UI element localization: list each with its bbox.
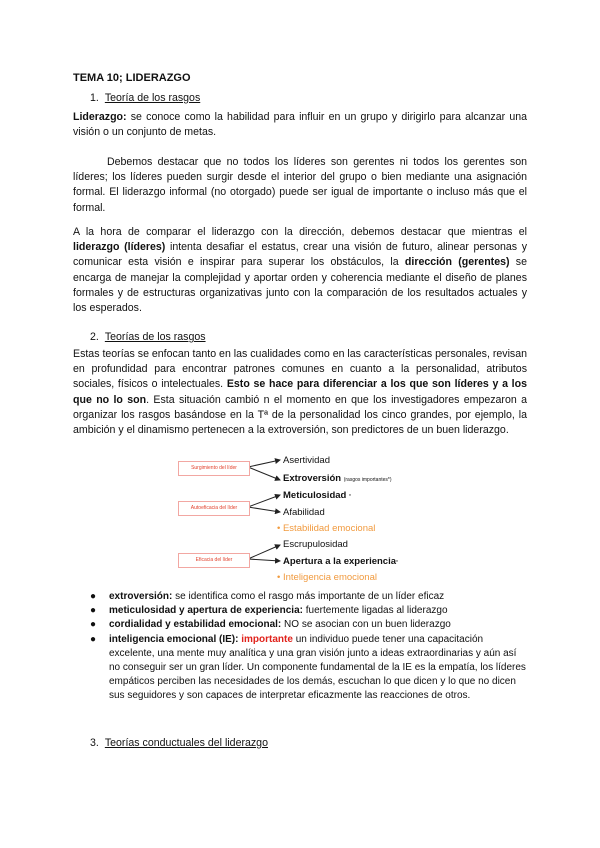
bold-run: Esto se hace para diferenciar a los que son líderes y a los que no lo son	[73, 378, 527, 406]
bullet-icon: ●	[90, 633, 97, 645]
box-emergence: Surgimiento del líder	[178, 461, 250, 476]
definition-text: se conoce como la habilidad para influir en un grupo y dirigirlo para alcanzar una visión o un conjunto de metas.	[73, 111, 527, 139]
paragraph-trait-theories	[73, 347, 527, 438]
trait-emotional-intelligence: • Inteligencia emocional	[277, 572, 377, 583]
bullet-icon: ●	[90, 591, 97, 602]
list-item	[90, 604, 528, 618]
section-title: Teorías de los rasgos	[104, 331, 206, 343]
section-title: Teorías conductuales del liderazgo	[104, 737, 268, 749]
box-effectiveness: Eficacia del líder	[178, 553, 250, 568]
trait-emotional-stability: • Estabilidad emocional	[277, 523, 376, 534]
bullet-term: meticulosidad y apertura de experiencia:	[109, 605, 303, 617]
trait-assertiveness: Asertividad	[283, 455, 330, 466]
term: Liderazgo:	[73, 111, 127, 123]
trait-label: Estabilidad emocional	[282, 523, 376, 534]
traits-diagram	[176, 455, 456, 585]
bold-run: dirección (gerentes)	[404, 256, 510, 269]
traits-bullet-list	[90, 590, 528, 704]
bullet-text: un individuo puede tener una capacitación excelente, una mente muy analítica y una gran visión junto a ideas extraordinarias y aún así no conseguir ser un gran líder. Un componente fundamental de la IE es la empatía, los líderes empáticos perciben las necesidades de los demás, escuchan lo que dicen y lo que no dicen sus seguidores y son capaces de interpretar eficazmente las reacciones de otros.	[109, 633, 526, 702]
trait-mark: *	[348, 494, 351, 500]
bold-run: liderazgo (líderes)	[73, 241, 166, 254]
section-3-heading	[90, 737, 268, 749]
section-title: Teoría de los rasgos	[104, 92, 201, 104]
bullet-text: fuertemente ligadas al liderazgo	[302, 605, 448, 617]
bullet-icon: ●	[90, 605, 97, 617]
paragraph-comparison	[73, 225, 527, 316]
bullet-icon: ●	[90, 619, 97, 631]
section-1-heading	[90, 92, 200, 104]
trait-note: (rasgos importantes*)	[343, 477, 392, 483]
trait-label: Extroversión	[283, 473, 342, 484]
trait-conscientiousness: Escrupulosidad	[283, 539, 348, 550]
box-self-efficacy: Autoeficacia del líder	[178, 501, 250, 516]
list-item	[90, 618, 528, 632]
trait-mark: *	[396, 560, 398, 566]
section-number: 3.	[90, 737, 99, 749]
trait-openness	[283, 556, 398, 567]
section-number: 2.	[90, 331, 99, 343]
bullet-term: extroversión:	[109, 591, 173, 602]
trait-label: Inteligencia emocional	[282, 572, 377, 583]
trait-label: Meticulosidad	[283, 490, 347, 501]
bullet-term: inteligencia emocional (IE):	[109, 633, 239, 645]
text-run: A la hora de comparar el liderazgo con la dirección, debemos destacar que mientras el	[73, 226, 527, 238]
text-run: se encarga de manejar la complejidad y aportar orden y coherencia mediante el diseño de planes formales y de estructuras organizativas junto con la comparación de los resultados actuales y los esperados.	[73, 256, 527, 315]
bullet-term: cordialidad y estabilidad emocional:	[109, 619, 282, 631]
list-item	[90, 590, 528, 604]
trait-extroversion	[283, 473, 392, 484]
trait-agreeableness: Afabilidad	[283, 507, 325, 518]
bullet-text: NO se asocian con un buen liderazgo	[281, 619, 451, 631]
definition-paragraph	[73, 110, 527, 140]
page-title: TEMA 10; LIDERAZGO	[73, 72, 191, 84]
bullet-highlight: importante	[241, 633, 293, 645]
text-run: . Esta situación cambió n el momento en que los investigadores empezaron a organizar los rasgos basándose en la Tª de la personalidad los cinco grandes, por ejemplo, la ambición y el dinamismo pertenecen a la extroversión, son predictores de un buen liderazgo.	[73, 393, 527, 437]
bullet-text: se identifica como el rasgo más importante de un líder eficaz	[172, 591, 445, 602]
text-run: intenta desafiar el estatus, crear una visión de futuro, alinear personas y comunicar esta visión e inspirar para superar los obstáculos, la	[73, 241, 527, 269]
section-number: 1.	[90, 92, 99, 104]
paragraph-leaders-managers: Debemos destacar que no todos los líderes son gerentes ni todos los gerentes son líderes; los líderes pueden surgir desde el interior del grupo o bien mediante una asignación formal. El liderazgo informal (no otorgado) puede ser igual de importante o incluso más que el formal.	[73, 156, 527, 214]
section-2-heading	[90, 331, 206, 343]
text-run: Estas teorías se enfocan tanto en las cualidades como en las características personales, revisan en profundidad para encontrar patrones comunes en cuanto a la personalidad, atributos sociales, físicos o intelectuales.	[73, 348, 528, 391]
trait-meticulousness	[283, 490, 351, 501]
list-item	[90, 633, 528, 704]
trait-label: Apertura a la experiencia	[283, 556, 396, 567]
